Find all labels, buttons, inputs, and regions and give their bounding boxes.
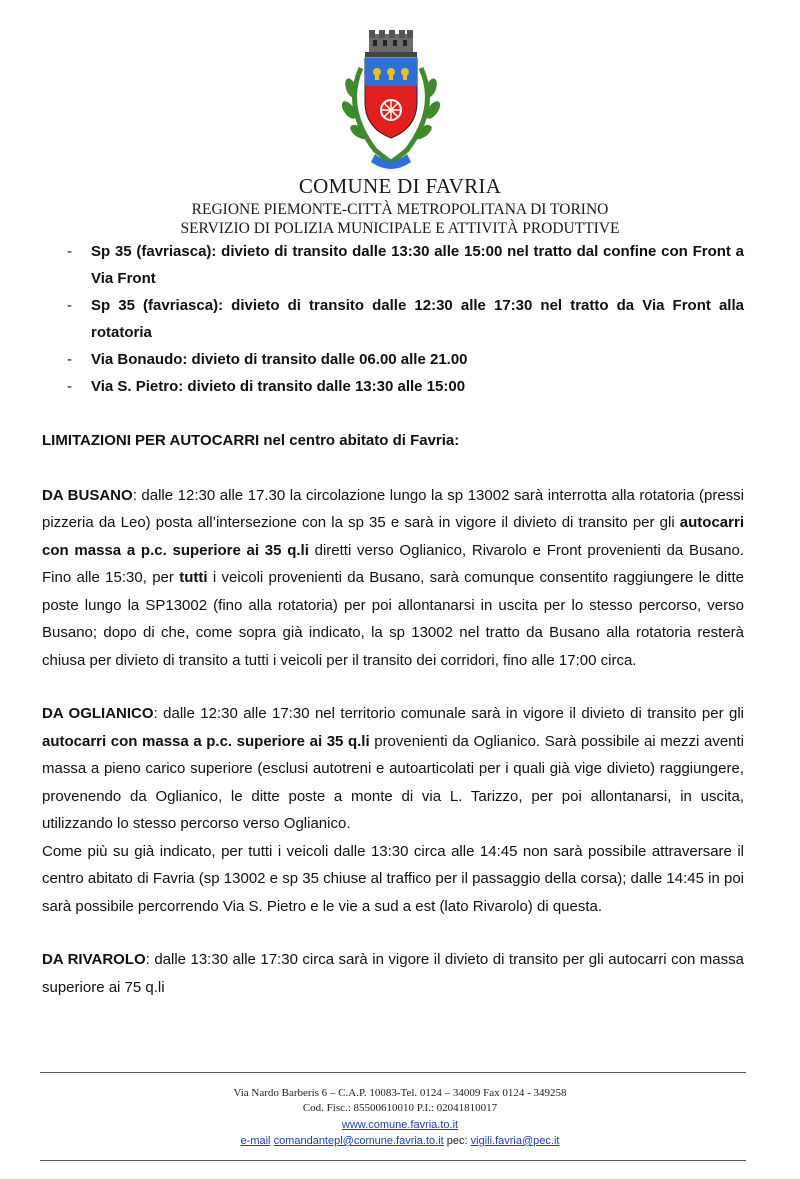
paragraph-oglianico: DA OGLIANICO: dalle 12:30 alle 17:30 nel territorio comunale sarà in vigore il divieto di transito per gli autocarri con massa a p.c. superiore ai 35 q.li provenienti da Oglianico. Sarà possibile ai mezzi aventi massa a pieno carico superiore (esclusi autotreni e autoarticolati per i quali già vige divieto) raggiungere, provenendo da Oglianico, le ditte poste a monte di via L. Tarizzo, per poi allontanarsi, in uscita, utilizzando lo stesso percorso verso Oglianico. bbox=[42, 705, 744, 832]
pec-label: pec: bbox=[446, 1135, 468, 1147]
email-link[interactable]: comandantepl@comune.favria.to.it bbox=[273, 1135, 444, 1147]
footer-divider-bottom bbox=[40, 1160, 746, 1161]
footer-fiscal-code: Cod. Fisc.: 85500610010 P.I.: 02041810017 bbox=[302, 1102, 498, 1114]
paragraph-oglianico-note: Come più su già indicato, per tutti i veicoli dalle 13:30 circa alle 14:45 non sarà possibile attraversare il centro abitato di Favria (sp 13002 e sp 35 chiuse al traffico per il passaggio della corsa); dalle 14:45 in poi sarà possibile percorrendo Via S. Pietro e le vie a sud a est (lato Rivarolo) di questa. bbox=[42, 842, 744, 915]
header-subtitle-service: SERVIZIO DI POLIZIA MUNICIPALE E ATTIVITÀ PRODUTTIVE bbox=[180, 220, 620, 237]
closure-list bbox=[42, 238, 744, 400]
list-item: - Via Bonaudo: divieto di transito dalle 06.00 alle 21.00 bbox=[67, 351, 468, 368]
pec-link[interactable]: vigili.favria@pec.it bbox=[470, 1135, 560, 1147]
footer-address: Via Nardo Barberis 6 – C.A.P. 10083-Tel. 0124 – 34009 Fax 0124 - 349258 bbox=[233, 1087, 567, 1099]
header-subtitle-region: REGIONE PIEMONTE-CITTÀ METROPOLITANA DI TORINO bbox=[191, 201, 609, 218]
coat-of-arms-icon bbox=[335, 28, 447, 178]
paragraph-busano: DA BUSANO: dalle 12:30 alle 17.30 la circolazione lungo la sp 13002 sarà interrotta alla rotatoria (pressi pizzeria da Leo) posta all’intersezione con la sp 35 e sarà in vigore il divieto di transito per gli autocarri con massa a p.c. superiore ai 35 q.li diretti verso Oglianico, Rivarolo e Front provenienti da Busano. Fino alle 15:30, per tutti i veicoli provenienti da Busano, sarà comunque consentito raggiungere le ditte poste lungo la SP13002 (fino alla rotatoria) per poi allontanarsi in uscita per lo stesso percorso, verso Busano; dopo di che, come sopra già indicato, la sp 13002 nel tratto da Busano alla rotatoria resterà chiusa per divieto di transito a tutti i veicoli per il transito dei corridori, fino alle 17:00 circa. bbox=[42, 486, 744, 669]
list-item: - Sp 35 (favriasca): divieto di transito dalle 12:30 alle 17:30 nel tratto da Via Front alla rotatoria bbox=[67, 297, 744, 341]
list-item: - Via S. Pietro: divieto di transito dalle 13:30 alle 15:00 bbox=[67, 378, 466, 395]
footer-website bbox=[0, 1119, 800, 1131]
footer-divider-top bbox=[40, 1072, 746, 1073]
paragraph-rivarolo: DA RIVAROLO: dalle 13:30 alle 17:30 circa sarà in vigore il divieto di transito per gli autocarri con massa superiore ai 75 q.li bbox=[42, 951, 744, 996]
document-body bbox=[42, 238, 744, 1001]
list-item: - Sp 35 (favriasca): divieto di transito dalle 13:30 alle 15:00 nel tratto dal confine con Front a Via Front bbox=[67, 243, 744, 287]
footer-contacts bbox=[0, 1135, 800, 1147]
section-heading-limitazioni: LIMITAZIONI PER AUTOCARRI nel centro abitato di Favria: bbox=[42, 432, 460, 449]
website-link[interactable]: www.comune.favria.to.it bbox=[341, 1119, 459, 1131]
email-label: e-mail bbox=[240, 1135, 271, 1147]
page-title: COMUNE DI FAVRIA bbox=[298, 174, 502, 198]
